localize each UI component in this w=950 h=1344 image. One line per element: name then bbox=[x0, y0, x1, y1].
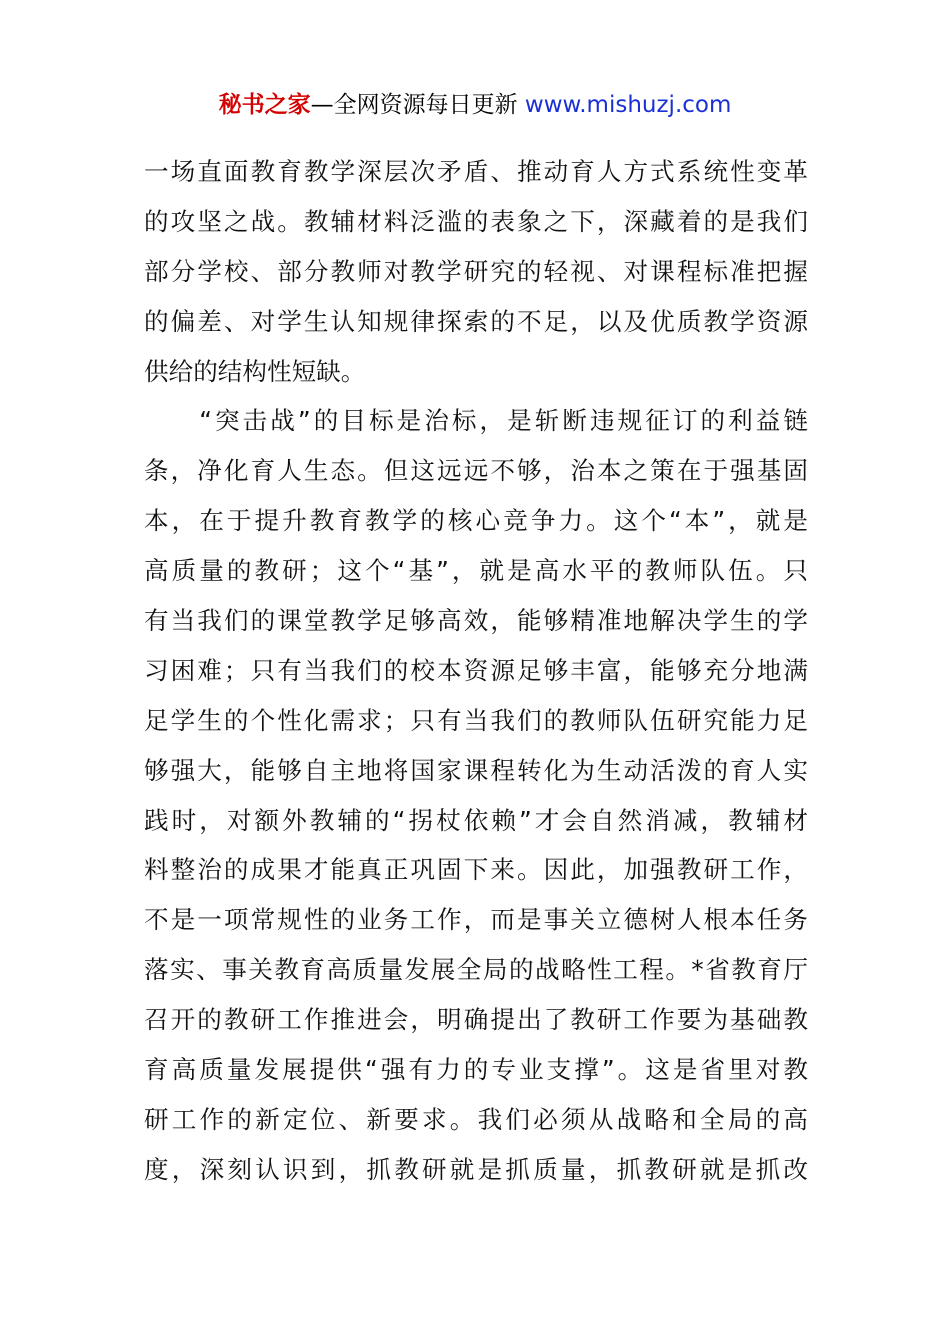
site-brand: 秘书之家 bbox=[218, 92, 311, 118]
text-line: 召开的教研工作推进会，明确提出了教研工作要为基础教 bbox=[144, 1005, 808, 1035]
text-line: 本，在于提升教育教学的核心竞争力。这个“本”，就是 bbox=[144, 506, 808, 536]
text-line: “突击战”的目标是治标，是斩断违规征订的利益链 bbox=[144, 406, 808, 436]
text-line: 的攻坚之战。教辅材料泛滥的表象之下，深藏着的是我们 bbox=[144, 206, 808, 236]
text-line: 部分学校、部分教师对教学研究的轻视、对课程标准把握 bbox=[144, 256, 808, 286]
text-line: 践时，对额外教辅的“拐杖依赖”才会自然消减，教辅材 bbox=[144, 805, 808, 835]
text-line: 料整治的成果才能真正巩固下来。因此，加强教研工作， bbox=[144, 855, 808, 885]
text-line: 研工作的新定位、新要求。我们必须从战略和全局的高 bbox=[144, 1104, 808, 1134]
text-line: 习困难；只有当我们的校本资源足够丰富，能够充分地满 bbox=[144, 655, 808, 685]
text-line: 条，净化育人生态。但这远远不够，治本之策在于强基固 bbox=[144, 456, 808, 486]
text-line: 的偏差、对学生认知规律探索的不足，以及优质教学资源 bbox=[144, 306, 808, 336]
site-url-link[interactable]: www.mishuzj.com bbox=[524, 92, 732, 118]
paragraph-1 bbox=[144, 147, 808, 396]
text-line: 育高质量发展提供“强有力的专业支撑”。这是省里对教 bbox=[144, 1055, 808, 1085]
text-line: 高质量的教研；这个“基”，就是高水平的教师队伍。只 bbox=[144, 556, 808, 586]
site-slogan: —全网资源每日更新 bbox=[310, 92, 525, 118]
text-line: 供给的结构性短缺。 bbox=[144, 356, 366, 386]
text-line: 度，深刻认识到，抓教研就是抓质量，抓教研就是抓改 bbox=[144, 1154, 808, 1184]
text-line: 不是一项常规性的业务工作，而是事关立德树人根本任务 bbox=[144, 905, 808, 935]
paragraph-2 bbox=[144, 396, 808, 1194]
text-line: 够强大，能够自主地将国家课程转化为生动活泼的育人实 bbox=[144, 755, 808, 785]
text-line: 足学生的个性化需求；只有当我们的教师队伍研究能力足 bbox=[144, 705, 808, 735]
text-line: 有当我们的课堂教学足够高效，能够精准地解决学生的学 bbox=[144, 606, 808, 636]
text-line: 一场直面教育教学深层次矛盾、推动育人方式系统性变革 bbox=[144, 157, 808, 186]
site-header bbox=[0, 88, 950, 122]
text-line: 落实、事关教育高质量发展全局的战略性工程。*省教育厅 bbox=[144, 955, 808, 985]
document-body bbox=[144, 147, 808, 1195]
